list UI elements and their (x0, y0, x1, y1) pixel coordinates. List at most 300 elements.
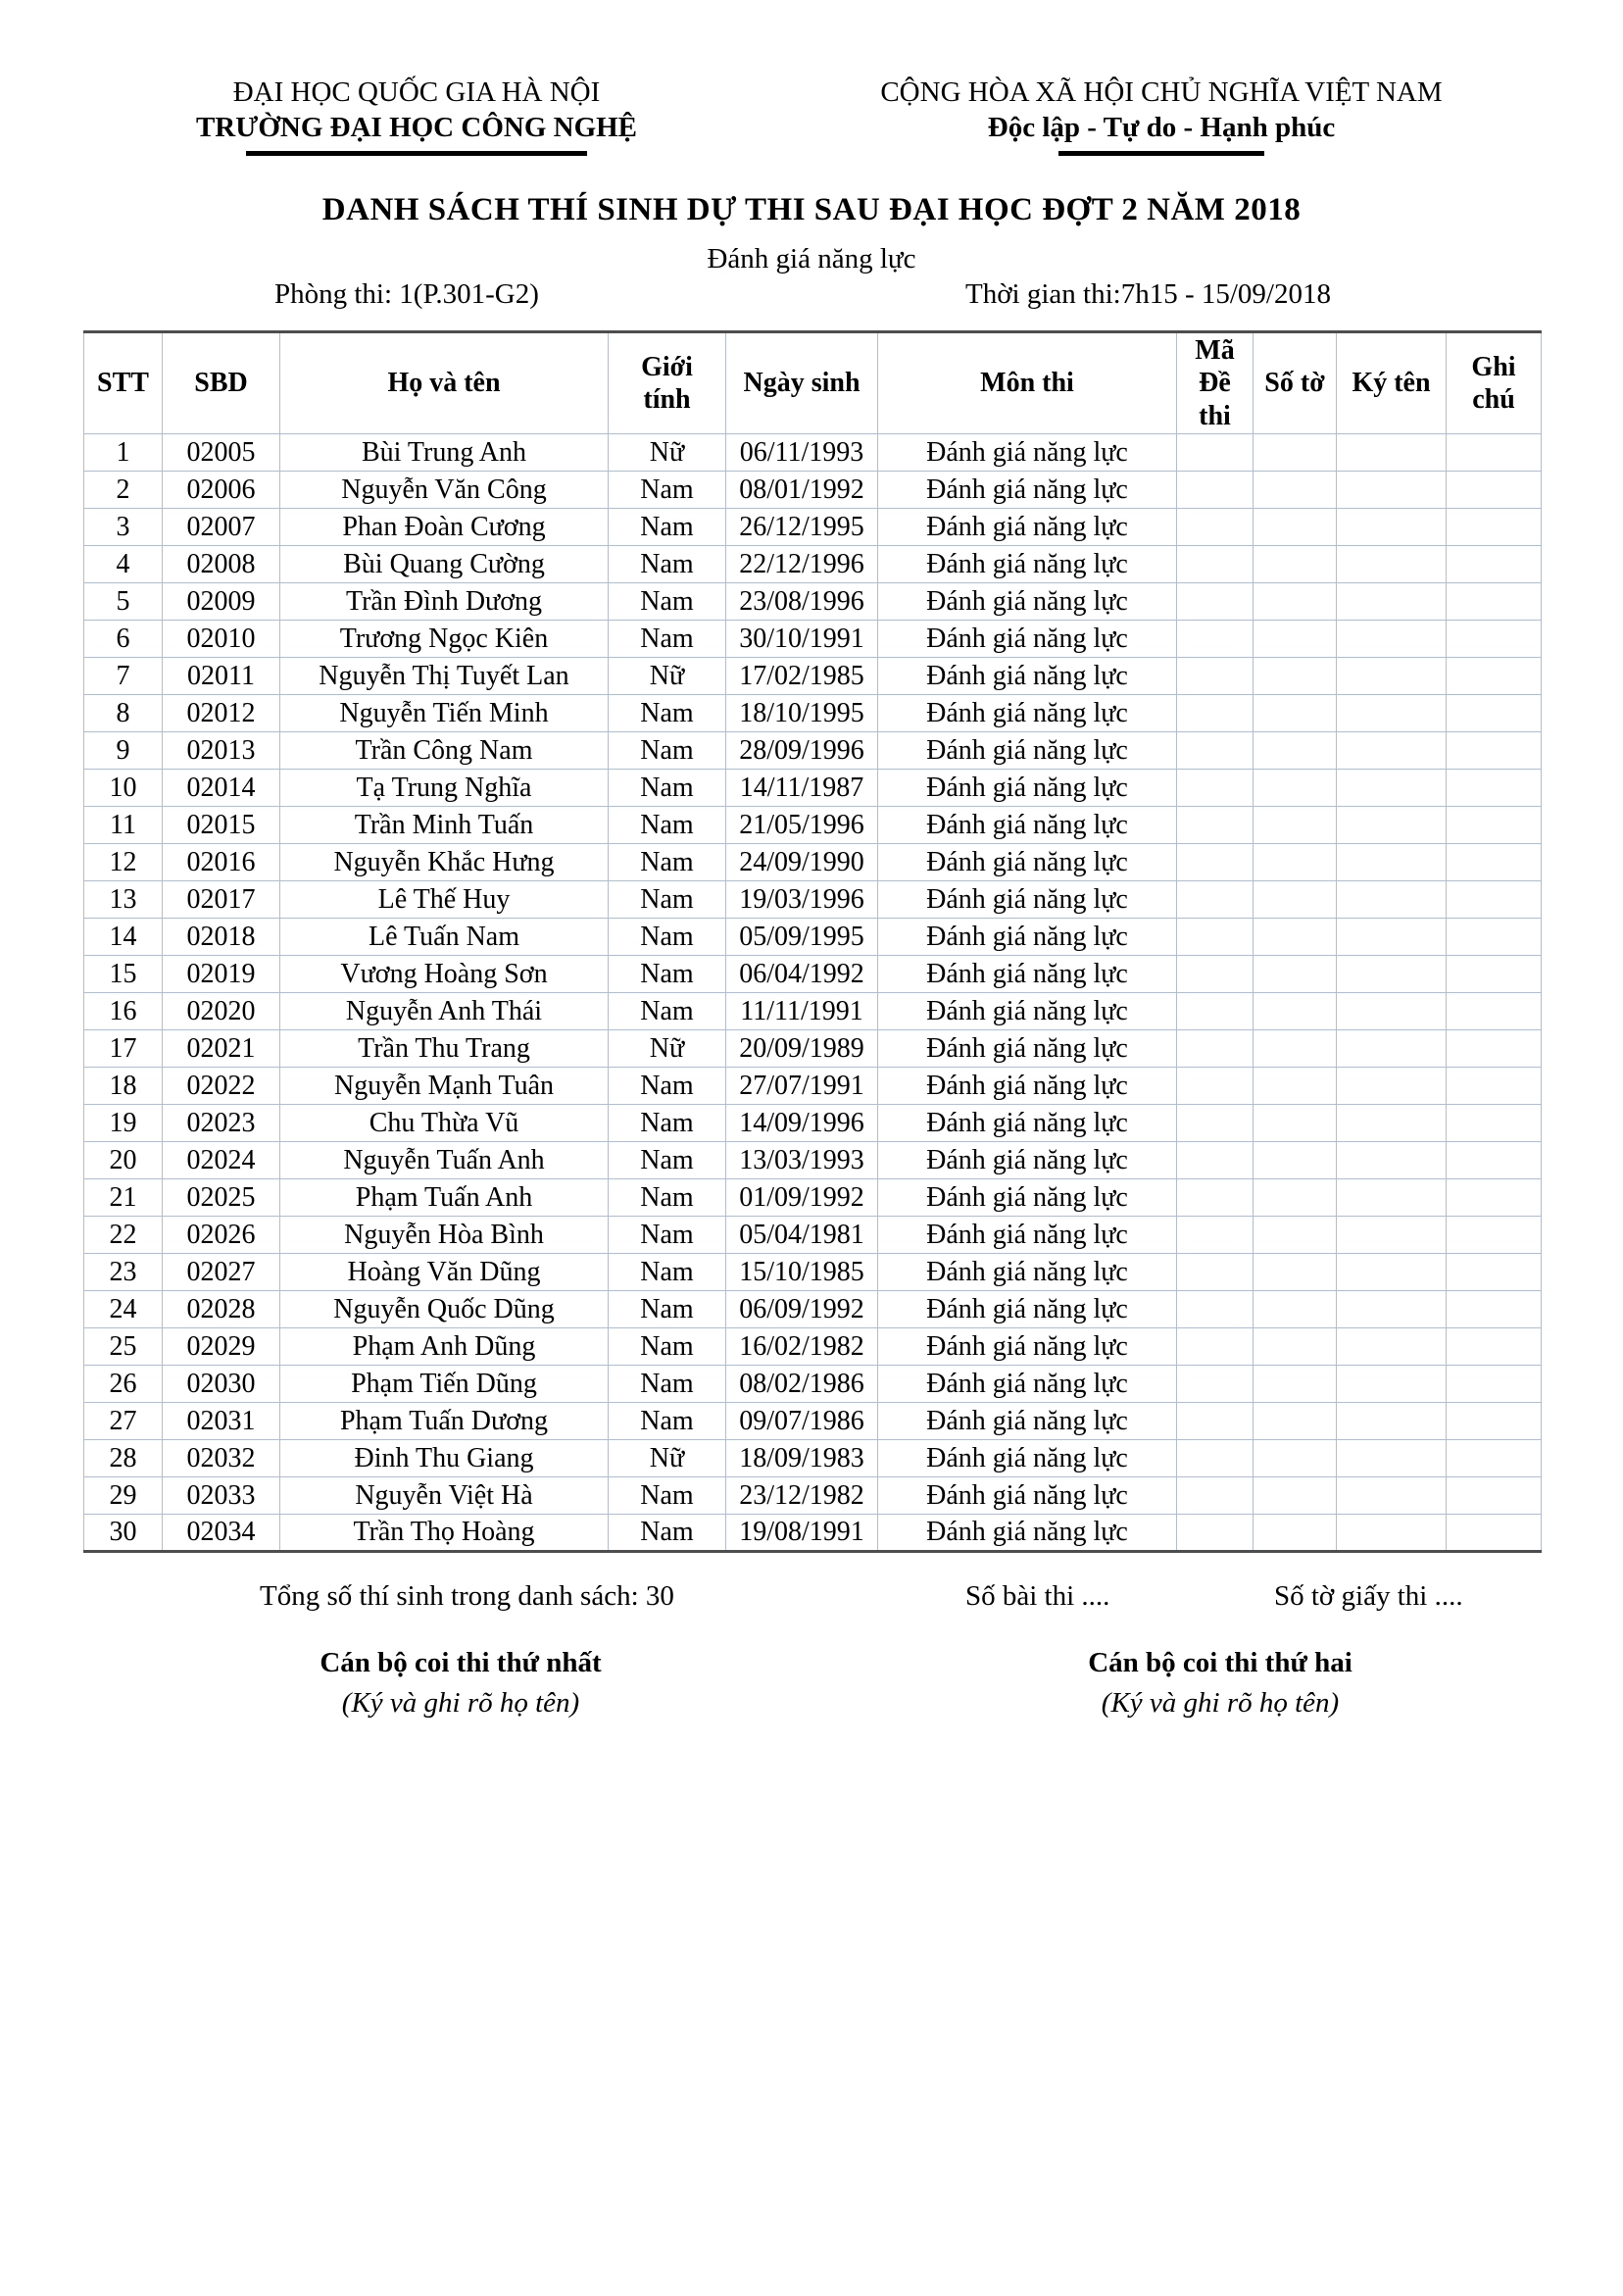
cell-note (1447, 807, 1542, 844)
cell-exam-code (1177, 844, 1254, 881)
cell-dob: 06/11/1993 (726, 434, 878, 472)
table-row (84, 993, 1542, 1030)
cell-exam-code (1177, 472, 1254, 509)
cell-sheet-count (1254, 1328, 1337, 1366)
cell-sbd: 02013 (163, 732, 280, 770)
cell-stt: 22 (84, 1217, 163, 1254)
table-row (84, 434, 1542, 472)
table-row (84, 732, 1542, 770)
cell-stt: 23 (84, 1254, 163, 1291)
cell-signature (1337, 1142, 1447, 1179)
cell-subject: Đánh giá năng lực (878, 472, 1177, 509)
cell-signature (1337, 1477, 1447, 1515)
cell-note (1447, 434, 1542, 472)
cell-gender: Nữ (609, 434, 726, 472)
cell-name: Đinh Thu Giang (280, 1440, 609, 1477)
cell-sbd: 02006 (163, 472, 280, 509)
table-row (84, 1217, 1542, 1254)
cell-name: Trần Thu Trang (280, 1030, 609, 1068)
cell-stt: 19 (84, 1105, 163, 1142)
table-row (84, 1477, 1542, 1515)
cell-sheet-count (1254, 770, 1337, 807)
cell-exam-code (1177, 1179, 1254, 1217)
cell-stt: 17 (84, 1030, 163, 1068)
col-header-note: Ghi chú (1447, 332, 1542, 434)
cell-stt: 2 (84, 472, 163, 509)
table-body (84, 434, 1542, 1552)
total-candidates-label: Tổng số thí sinh trong danh sách: 30 (260, 1580, 674, 1612)
cell-sheet-count (1254, 472, 1337, 509)
cell-stt: 9 (84, 732, 163, 770)
cell-subject: Đánh giá năng lực (878, 881, 1177, 919)
cell-name: Trần Đình Dương (280, 583, 609, 621)
cell-gender: Nữ (609, 658, 726, 695)
cell-subject: Đánh giá năng lực (878, 1366, 1177, 1403)
table-row (84, 1105, 1542, 1142)
cell-dob: 26/12/1995 (726, 509, 878, 546)
cell-gender: Nam (609, 807, 726, 844)
cell-stt: 13 (84, 881, 163, 919)
cell-sbd: 02030 (163, 1366, 280, 1403)
cell-subject: Đánh giá năng lực (878, 583, 1177, 621)
cell-dob: 05/04/1981 (726, 1217, 878, 1254)
cell-sheet-count (1254, 434, 1337, 472)
cell-note (1447, 472, 1542, 509)
cell-stt: 7 (84, 658, 163, 695)
cell-exam-code (1177, 1142, 1254, 1179)
cell-name: Trần Thọ Hoàng (280, 1515, 609, 1552)
cell-gender: Nam (609, 1291, 726, 1328)
col-header-signature: Ký tên (1337, 332, 1447, 434)
table-row (84, 1366, 1542, 1403)
cell-subject: Đánh giá năng lực (878, 1217, 1177, 1254)
cell-signature (1337, 583, 1447, 621)
cell-sbd: 02024 (163, 1142, 280, 1179)
cell-note (1447, 732, 1542, 770)
cell-stt: 30 (84, 1515, 163, 1552)
cell-gender: Nữ (609, 1440, 726, 1477)
cell-gender: Nam (609, 546, 726, 583)
cell-sbd: 02016 (163, 844, 280, 881)
cell-note (1447, 881, 1542, 919)
cell-dob: 09/07/1986 (726, 1403, 878, 1440)
cell-gender: Nam (609, 1217, 726, 1254)
cell-sheet-count (1254, 1477, 1337, 1515)
paper-count-label: Số bài thi .... (965, 1580, 1110, 1612)
table-row (84, 844, 1542, 881)
cell-signature (1337, 1217, 1447, 1254)
cell-exam-code (1177, 1254, 1254, 1291)
cell-note (1447, 583, 1542, 621)
cell-note (1447, 1030, 1542, 1068)
cell-sheet-count (1254, 1366, 1337, 1403)
cell-stt: 1 (84, 434, 163, 472)
cell-exam-code (1177, 695, 1254, 732)
cell-note (1447, 546, 1542, 583)
cell-exam-code (1177, 993, 1254, 1030)
cell-signature (1337, 1403, 1447, 1440)
cell-gender: Nam (609, 844, 726, 881)
col-header-name: Họ và tên (280, 332, 609, 434)
cell-stt: 27 (84, 1403, 163, 1440)
cell-sbd: 02022 (163, 1068, 280, 1105)
cell-dob: 05/09/1995 (726, 919, 878, 956)
table-row (84, 658, 1542, 695)
cell-note (1447, 1291, 1542, 1328)
table-row (84, 919, 1542, 956)
cell-subject: Đánh giá năng lực (878, 1440, 1177, 1477)
col-header-gender: Giới tính (609, 332, 726, 434)
cell-exam-code (1177, 546, 1254, 583)
cell-dob: 23/12/1982 (726, 1477, 878, 1515)
cell-signature (1337, 1366, 1447, 1403)
cell-gender: Nam (609, 881, 726, 919)
cell-name: Tạ Trung Nghĩa (280, 770, 609, 807)
cell-stt: 14 (84, 919, 163, 956)
cell-sheet-count (1254, 1403, 1337, 1440)
cell-exam-code (1177, 583, 1254, 621)
cell-gender: Nam (609, 732, 726, 770)
cell-exam-code (1177, 621, 1254, 658)
cell-exam-code (1177, 1328, 1254, 1366)
cell-sbd: 02021 (163, 1030, 280, 1068)
cell-note (1447, 1179, 1542, 1217)
cell-sheet-count (1254, 1515, 1337, 1552)
cell-note (1447, 1142, 1542, 1179)
cell-name: Nguyễn Khắc Hưng (280, 844, 609, 881)
cell-signature (1337, 1105, 1447, 1142)
cell-exam-code (1177, 658, 1254, 695)
table-header-row (84, 332, 1542, 434)
cell-dob: 27/07/1991 (726, 1068, 878, 1105)
cell-subject: Đánh giá năng lực (878, 1179, 1177, 1217)
cell-subject: Đánh giá năng lực (878, 1291, 1177, 1328)
cell-note (1447, 1217, 1542, 1254)
cell-sbd: 02008 (163, 546, 280, 583)
cell-gender: Nam (609, 1403, 726, 1440)
cell-dob: 14/09/1996 (726, 1105, 878, 1142)
cell-dob: 16/02/1982 (726, 1328, 878, 1366)
cell-exam-code (1177, 770, 1254, 807)
cell-subject: Đánh giá năng lực (878, 919, 1177, 956)
cell-name: Nguyễn Tiến Minh (280, 695, 609, 732)
cell-dob: 01/09/1992 (726, 1179, 878, 1217)
cell-gender: Nam (609, 1068, 726, 1105)
table-row (84, 770, 1542, 807)
cell-sheet-count (1254, 844, 1337, 881)
cell-gender: Nam (609, 1366, 726, 1403)
cell-exam-code (1177, 509, 1254, 546)
cell-exam-code (1177, 1068, 1254, 1105)
cell-stt: 6 (84, 621, 163, 658)
col-header-subject: Môn thi (878, 332, 1177, 434)
cell-name: Lê Thế Huy (280, 881, 609, 919)
org-right-line2: Độc lập - Tự do - Hạnh phúc (987, 112, 1336, 143)
cell-stt: 24 (84, 1291, 163, 1328)
cell-sheet-count (1254, 1179, 1337, 1217)
cell-signature (1337, 509, 1447, 546)
cell-stt: 12 (84, 844, 163, 881)
cell-name: Trần Công Nam (280, 732, 609, 770)
cell-dob: 21/05/1996 (726, 807, 878, 844)
cell-exam-code (1177, 434, 1254, 472)
cell-name: Nguyễn Quốc Dũng (280, 1291, 609, 1328)
cell-subject: Đánh giá năng lực (878, 993, 1177, 1030)
table-row (84, 956, 1542, 993)
cell-subject: Đánh giá năng lực (878, 956, 1177, 993)
cell-dob: 19/03/1996 (726, 881, 878, 919)
cell-signature (1337, 956, 1447, 993)
cell-sbd: 02027 (163, 1254, 280, 1291)
cell-name: Phan Đoàn Cương (280, 509, 609, 546)
org-right-underline (1058, 151, 1264, 156)
cell-dob: 22/12/1996 (726, 546, 878, 583)
examiner2-signature-block (975, 1647, 1465, 1720)
cell-exam-code (1177, 807, 1254, 844)
cell-stt: 4 (84, 546, 163, 583)
cell-note (1447, 770, 1542, 807)
cell-gender: Nam (609, 1142, 726, 1179)
cell-sbd: 02010 (163, 621, 280, 658)
cell-sheet-count (1254, 1440, 1337, 1477)
cell-gender: Nam (609, 1254, 726, 1291)
cell-sbd: 02007 (163, 509, 280, 546)
cell-name: Phạm Tiến Dũng (280, 1366, 609, 1403)
cell-sheet-count (1254, 546, 1337, 583)
cell-sbd: 02023 (163, 1105, 280, 1142)
cell-sbd: 02031 (163, 1403, 280, 1440)
cell-sheet-count (1254, 807, 1337, 844)
cell-gender: Nam (609, 1179, 726, 1217)
table-row (84, 1515, 1542, 1552)
cell-gender: Nam (609, 621, 726, 658)
table-row (84, 1030, 1542, 1068)
cell-sheet-count (1254, 1030, 1337, 1068)
cell-sheet-count (1254, 993, 1337, 1030)
cell-exam-code (1177, 732, 1254, 770)
cell-sheet-count (1254, 1142, 1337, 1179)
cell-gender: Nam (609, 509, 726, 546)
exam-room-label: Phòng thi: 1(P.301-G2) (274, 278, 539, 310)
cell-note (1447, 658, 1542, 695)
table-row (84, 695, 1542, 732)
cell-name: Vương Hoàng Sơn (280, 956, 609, 993)
cell-subject: Đánh giá năng lực (878, 434, 1177, 472)
cell-subject: Đánh giá năng lực (878, 1105, 1177, 1142)
cell-stt: 8 (84, 695, 163, 732)
cell-signature (1337, 658, 1447, 695)
cell-sheet-count (1254, 621, 1337, 658)
cell-signature (1337, 1068, 1447, 1105)
cell-subject: Đánh giá năng lực (878, 770, 1177, 807)
cell-gender: Nam (609, 1328, 726, 1366)
cell-dob: 30/10/1991 (726, 621, 878, 658)
cell-signature (1337, 993, 1447, 1030)
org-left-underline (246, 151, 587, 156)
cell-dob: 23/08/1996 (726, 583, 878, 621)
cell-sbd: 02011 (163, 658, 280, 695)
table-row (84, 1440, 1542, 1477)
cell-dob: 06/04/1992 (726, 956, 878, 993)
cell-exam-code (1177, 1030, 1254, 1068)
cell-stt: 18 (84, 1068, 163, 1105)
cell-dob: 18/09/1983 (726, 1440, 878, 1477)
cell-signature (1337, 472, 1447, 509)
cell-signature (1337, 844, 1447, 881)
table-row (84, 583, 1542, 621)
cell-gender: Nam (609, 1515, 726, 1552)
cell-sheet-count (1254, 732, 1337, 770)
cell-exam-code (1177, 881, 1254, 919)
cell-exam-code (1177, 956, 1254, 993)
org-block-left (181, 75, 652, 156)
cell-sheet-count (1254, 583, 1337, 621)
cell-name: Nguyễn Việt Hà (280, 1477, 609, 1515)
cell-sbd: 02014 (163, 770, 280, 807)
cell-signature (1337, 732, 1447, 770)
cell-subject: Đánh giá năng lực (878, 621, 1177, 658)
cell-sbd: 02032 (163, 1440, 280, 1477)
cell-subject: Đánh giá năng lực (878, 658, 1177, 695)
cell-signature (1337, 1254, 1447, 1291)
cell-sheet-count (1254, 1217, 1337, 1254)
table-row (84, 1291, 1542, 1328)
col-header-stt: STT (84, 332, 163, 434)
cell-sheet-count (1254, 1068, 1337, 1105)
cell-dob: 20/09/1989 (726, 1030, 878, 1068)
cell-note (1447, 509, 1542, 546)
cell-signature (1337, 434, 1447, 472)
examiner2-title: Cán bộ coi thi thứ hai (1088, 1647, 1352, 1678)
cell-signature (1337, 1179, 1447, 1217)
cell-stt: 11 (84, 807, 163, 844)
cell-sheet-count (1254, 919, 1337, 956)
cell-sbd: 02028 (163, 1291, 280, 1328)
table-row (84, 546, 1542, 583)
col-header-exam-code: Mã Đề thi (1177, 332, 1254, 434)
cell-name: Nguyễn Tuấn Anh (280, 1142, 609, 1179)
cell-dob: 15/10/1985 (726, 1254, 878, 1291)
cell-name: Phạm Anh Dũng (280, 1328, 609, 1366)
cell-note (1447, 1068, 1542, 1105)
cell-stt: 25 (84, 1328, 163, 1366)
cell-dob: 11/11/1991 (726, 993, 878, 1030)
candidate-table (83, 330, 1542, 1553)
cell-gender: Nam (609, 956, 726, 993)
cell-stt: 20 (84, 1142, 163, 1179)
cell-gender: Nam (609, 695, 726, 732)
cell-exam-code (1177, 1440, 1254, 1477)
table-row (84, 472, 1542, 509)
org-left-line1: ĐẠI HỌC QUỐC GIA HÀ NỘI (232, 76, 601, 108)
cell-signature (1337, 919, 1447, 956)
cell-gender: Nam (609, 770, 726, 807)
cell-dob: 08/01/1992 (726, 472, 878, 509)
cell-sheet-count (1254, 881, 1337, 919)
page-title: DANH SÁCH THÍ SINH DỰ THI SAU ĐẠI HỌC ĐỢT 2 NĂM 2018 (321, 192, 1302, 227)
cell-signature (1337, 621, 1447, 658)
cell-sbd: 02026 (163, 1217, 280, 1254)
cell-stt: 28 (84, 1440, 163, 1477)
cell-stt: 16 (84, 993, 163, 1030)
cell-name: Bùi Quang Cường (280, 546, 609, 583)
cell-subject: Đánh giá năng lực (878, 1068, 1177, 1105)
cell-note (1447, 844, 1542, 881)
table-row (84, 1403, 1542, 1440)
page-subtitle: Đánh giá năng lực (707, 243, 916, 275)
cell-name: Trương Ngọc Kiên (280, 621, 609, 658)
cell-name: Chu Thừa Vũ (280, 1105, 609, 1142)
cell-exam-code (1177, 1105, 1254, 1142)
cell-sbd: 02017 (163, 881, 280, 919)
cell-subject: Đánh giá năng lực (878, 1254, 1177, 1291)
cell-signature (1337, 1440, 1447, 1477)
cell-gender: Nam (609, 1105, 726, 1142)
col-header-sbd: SBD (163, 332, 280, 434)
cell-dob: 18/10/1995 (726, 695, 878, 732)
cell-sbd: 02025 (163, 1179, 280, 1217)
cell-signature (1337, 1515, 1447, 1552)
cell-name: Hoàng Văn Dũng (280, 1254, 609, 1291)
cell-subject: Đánh giá năng lực (878, 1403, 1177, 1440)
org-left-line2: TRƯỜNG ĐẠI HỌC CÔNG NGHỆ (195, 112, 638, 143)
cell-subject: Đánh giá năng lực (878, 1477, 1177, 1515)
cell-sheet-count (1254, 658, 1337, 695)
cell-gender: Nam (609, 993, 726, 1030)
cell-dob: 28/09/1996 (726, 732, 878, 770)
cell-subject: Đánh giá năng lực (878, 695, 1177, 732)
cell-note (1447, 1515, 1542, 1552)
cell-name: Nguyễn Anh Thái (280, 993, 609, 1030)
cell-sbd: 02029 (163, 1328, 280, 1366)
cell-signature (1337, 1291, 1447, 1328)
cell-note (1447, 1403, 1542, 1440)
cell-note (1447, 993, 1542, 1030)
cell-note (1447, 919, 1542, 956)
table-row (84, 807, 1542, 844)
cell-exam-code (1177, 1477, 1254, 1515)
cell-exam-code (1177, 1403, 1254, 1440)
cell-subject: Đánh giá năng lực (878, 509, 1177, 546)
cell-dob: 13/03/1993 (726, 1142, 878, 1179)
cell-exam-code (1177, 1366, 1254, 1403)
cell-note (1447, 1477, 1542, 1515)
cell-gender: Nam (609, 1477, 726, 1515)
cell-name: Nguyễn Văn Công (280, 472, 609, 509)
cell-subject: Đánh giá năng lực (878, 732, 1177, 770)
cell-sbd: 02034 (163, 1515, 280, 1552)
cell-signature (1337, 546, 1447, 583)
cell-note (1447, 1328, 1542, 1366)
cell-subject: Đánh giá năng lực (878, 546, 1177, 583)
cell-name: Lê Tuấn Nam (280, 919, 609, 956)
cell-subject: Đánh giá năng lực (878, 807, 1177, 844)
cell-signature (1337, 881, 1447, 919)
cell-gender: Nữ (609, 1030, 726, 1068)
cell-sheet-count (1254, 956, 1337, 993)
cell-name: Phạm Tuấn Anh (280, 1179, 609, 1217)
cell-sheet-count (1254, 695, 1337, 732)
col-header-sheets: Số tờ (1254, 332, 1337, 434)
cell-note (1447, 1105, 1542, 1142)
cell-exam-code (1177, 1217, 1254, 1254)
examiner1-note: (Ký và ghi rõ họ tên) (341, 1687, 580, 1719)
cell-gender: Nam (609, 472, 726, 509)
cell-signature (1337, 1030, 1447, 1068)
cell-sbd: 02019 (163, 956, 280, 993)
cell-subject: Đánh giá năng lực (878, 844, 1177, 881)
cell-sheet-count (1254, 1105, 1337, 1142)
